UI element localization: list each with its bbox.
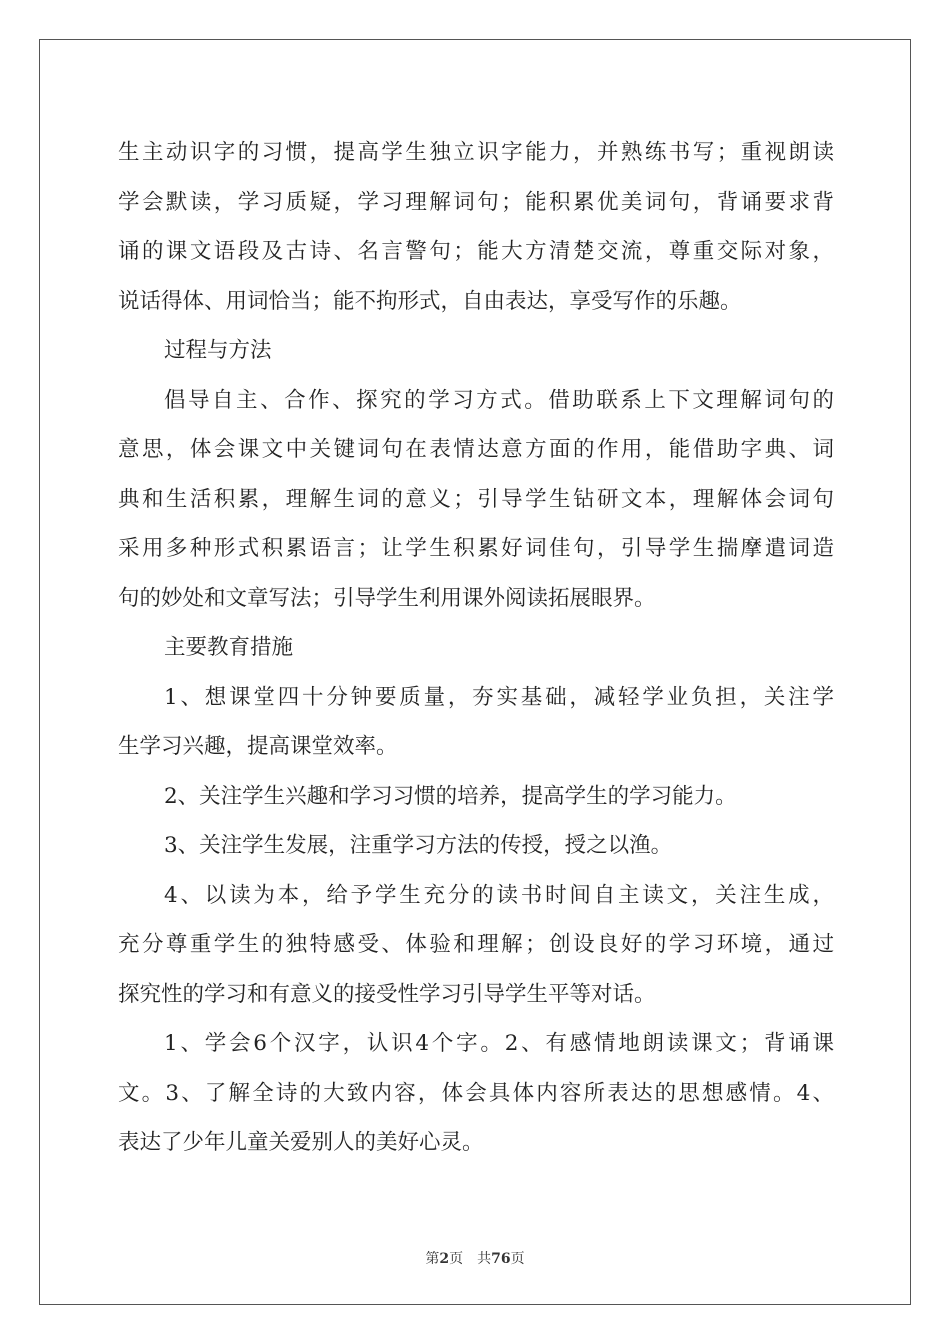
- text-line: 生主动识字的习惯，提高学生独立识字能力，并熟练书写；重视朗读: [118, 140, 834, 165]
- text-line: 文。3、了解全诗的大致内容，体会具体内容所表达的思想感情。4、: [118, 1080, 834, 1106]
- text-line: 采用多种形式积累语言；让学生积累好词佳句，引导学生揣摩遣词造: [118, 536, 834, 561]
- text-line: 说话得体、用词恰当；能不拘形式，自由表达，享受写作的乐趣。: [118, 288, 742, 314]
- text-line: 生学习兴趣，提高课堂效率。: [118, 734, 398, 759]
- total-prefix: 共: [477, 1251, 492, 1267]
- text-line: 充分尊重学生的独特感受、体验和理解；创设良好的学习环境，通过: [118, 932, 834, 957]
- page-number: 2: [439, 1251, 450, 1267]
- page-suffix: 页: [449, 1251, 464, 1267]
- text-line: 意思，体会课文中关键词句在表情达意方面的作用，能借助字典、词: [118, 437, 834, 462]
- text-line: 学会默读，学习质疑，学习理解词句；能积累优美词句，背诵要求背: [118, 189, 834, 215]
- page-prefix: 第: [425, 1251, 440, 1267]
- total-pages: 76: [491, 1251, 511, 1267]
- text-line: 诵的课文语段及古诗、名言警句；能大方清楚交流，尊重交际对象，: [118, 239, 834, 264]
- text-line: 典和生活积累，理解生词的意义；引导学生钻研文本，理解体会词句: [118, 486, 834, 512]
- total-suffix: 页: [510, 1251, 525, 1267]
- text-line: 2、关注学生兴趣和学习习惯的培养，提高学生的学习能力。: [164, 783, 737, 809]
- text-line: 倡导自主、合作、探究的学习方式。借助联系上下文理解词句的: [164, 387, 834, 413]
- text-line: 句的妙处和文章写法；引导学生利用课外阅读拓展眼界。: [118, 585, 656, 611]
- text-line: 探究性的学习和有意义的接受性学习引导学生平等对话。: [118, 981, 656, 1007]
- text-line: 1、学会6个汉字，认识4个字。2、有感情地朗读课文；背诵课: [164, 1031, 834, 1056]
- text-line: 1、想课堂四十分钟要质量，夯实基础，减轻学业负担，关注学: [164, 684, 834, 710]
- text-line: 4、以读为本，给予学生充分的读书时间自主读文，关注生成，: [164, 882, 834, 908]
- section-heading: 过程与方法: [164, 338, 272, 363]
- text-line: 3、关注学生发展，注重学习方法的传授，授之以渔。: [164, 833, 673, 858]
- text-line: 表达了少年儿童关爱别人的美好心灵。: [118, 1130, 484, 1155]
- document-body: [118, 128, 834, 1168]
- page-footer: [0, 1248, 950, 1268]
- section-heading: 主要教育措施: [164, 635, 294, 660]
